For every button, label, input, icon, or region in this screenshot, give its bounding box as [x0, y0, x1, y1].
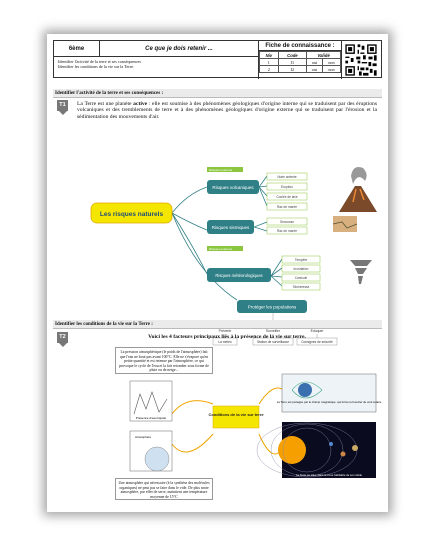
- volcanic-item: Raz de marée: [276, 205, 298, 209]
- meteo-item: Tempête: [294, 258, 308, 262]
- svg-text:Risques sismiques: Risques sismiques: [211, 225, 250, 230]
- life-conditions-diagram: [47, 34, 388, 512]
- protect-sub-item: Station de surveillance: [256, 340, 290, 344]
- svg-text:Risques externes: Risques externes: [209, 247, 233, 251]
- svg-text:Conditions de la vie sur terre: Conditions de la vie sur terre: [208, 412, 264, 417]
- worksheet-page: [47, 34, 388, 512]
- protect-sub-item: Consignes de sécurité: [301, 340, 333, 344]
- protect-item: Surveiller: [265, 329, 281, 333]
- col-code: Code: [278, 52, 306, 59]
- goal-item: Identifier les conditions de la vie sur la Terre.: [58, 64, 135, 69]
- water-text-box: La pression atmosphérique (le poids de l'atmosphère) fait que l'eau ne bout pas avant 100°C. Elle ne s'évapore qu'en petite quantité et est retenue par l'atmosphère, ce qui provoque le cycle de l'eau et la fait retomber sous forme de pluie ou de neige...: [115, 347, 213, 374]
- svg-text:La Terre est protégée par le c: La Terre est protégée par le champ magnétique, qui forme le bouclier du vent solaire: [276, 400, 382, 404]
- svg-text:Protéger les populations: Protéger les populations: [247, 304, 297, 310]
- col-niv: Niv: [260, 52, 279, 59]
- sheet-title: Ce que je dois retenir ...: [100, 41, 258, 57]
- tag-t1: T1: [57, 100, 68, 111]
- checkbox-non[interactable]: non: [322, 66, 340, 73]
- section-heading-activity: Identifier l'activité de la terre et ses conséquences :: [53, 89, 382, 98]
- center-node-label: Les risques naturels: [99, 211, 164, 218]
- table-row: 1 I1 oui non: [260, 59, 341, 66]
- goal-item: Identifier l'activité de la terre et ses conséquences: [58, 59, 141, 64]
- seismic-item: Secousse: [280, 220, 294, 224]
- checkbox-oui[interactable]: oui: [307, 59, 323, 66]
- section-heading-life: Identifier les conditions de la vie sur la Terre :: [53, 320, 382, 329]
- checkbox-oui[interactable]: oui: [307, 66, 323, 73]
- svg-text:Risques volcaniques: Risques volcaniques: [212, 185, 254, 190]
- protect-item: Éduquer: [310, 329, 324, 333]
- meteo-item: Canicule: [294, 276, 308, 280]
- intro-paragraph: La Terre est une planète active : elle est soumise à des phénomènes géologiques d'origine interne qui se traduisent par des éruptions volcaniques et des tremblements de terre et à des phénomènes géologiques d'origine externe qui se traduisent par l'érosion et la sédimentation des mouvements d'air.: [77, 101, 377, 120]
- svg-text:Risques météorologiques: Risques météorologiques: [215, 273, 263, 278]
- svg-text:Risques externes: Risques externes: [209, 168, 233, 172]
- svg-text:Présence d'eau liquide: Présence d'eau liquide: [135, 416, 167, 420]
- checkbox-non[interactable]: non: [322, 59, 340, 66]
- svg-text:La Terre se situe dans la zone: La Terre se situe dans la zone habitable de son étoile: [295, 473, 363, 477]
- life-center-node: [213, 406, 259, 428]
- atmosphere-text-box: Une atmosphère qui nécessaire (à la synthèse des molécules organiques) ne peut pas se faire dans le vide. De plus notre atmosphère, par effet de serre, maintient une température moyenne de 15°C: [115, 478, 213, 500]
- volcanic-item: Coulée de lave: [276, 195, 298, 199]
- protect-sub-item: La météo: [218, 340, 232, 344]
- magnetic-field-illustration: [282, 374, 376, 412]
- col-valide: Validé: [307, 52, 341, 59]
- grade-level: 6ème: [54, 41, 100, 57]
- protect-item: Prévenir: [218, 329, 232, 333]
- life-intro: Voici les 4 facteurs principaux liés à la présence de la vie sur terre.: [148, 334, 306, 340]
- svg-text:Atmosphère: Atmosphère: [135, 435, 152, 439]
- meteo-item: Inondation: [293, 267, 309, 271]
- volcanic-item: Nuée ardente: [277, 175, 297, 179]
- tag-t2: T2: [57, 332, 68, 343]
- fiche-title: Fiche de connaissance :: [259, 41, 341, 51]
- meteo-item: Sécheresse: [292, 285, 310, 289]
- volcanic-item: Eruption: [281, 185, 293, 189]
- table-row: 2 I2 oui non: [260, 66, 341, 73]
- seismic-item: Raz de marée: [276, 229, 298, 233]
